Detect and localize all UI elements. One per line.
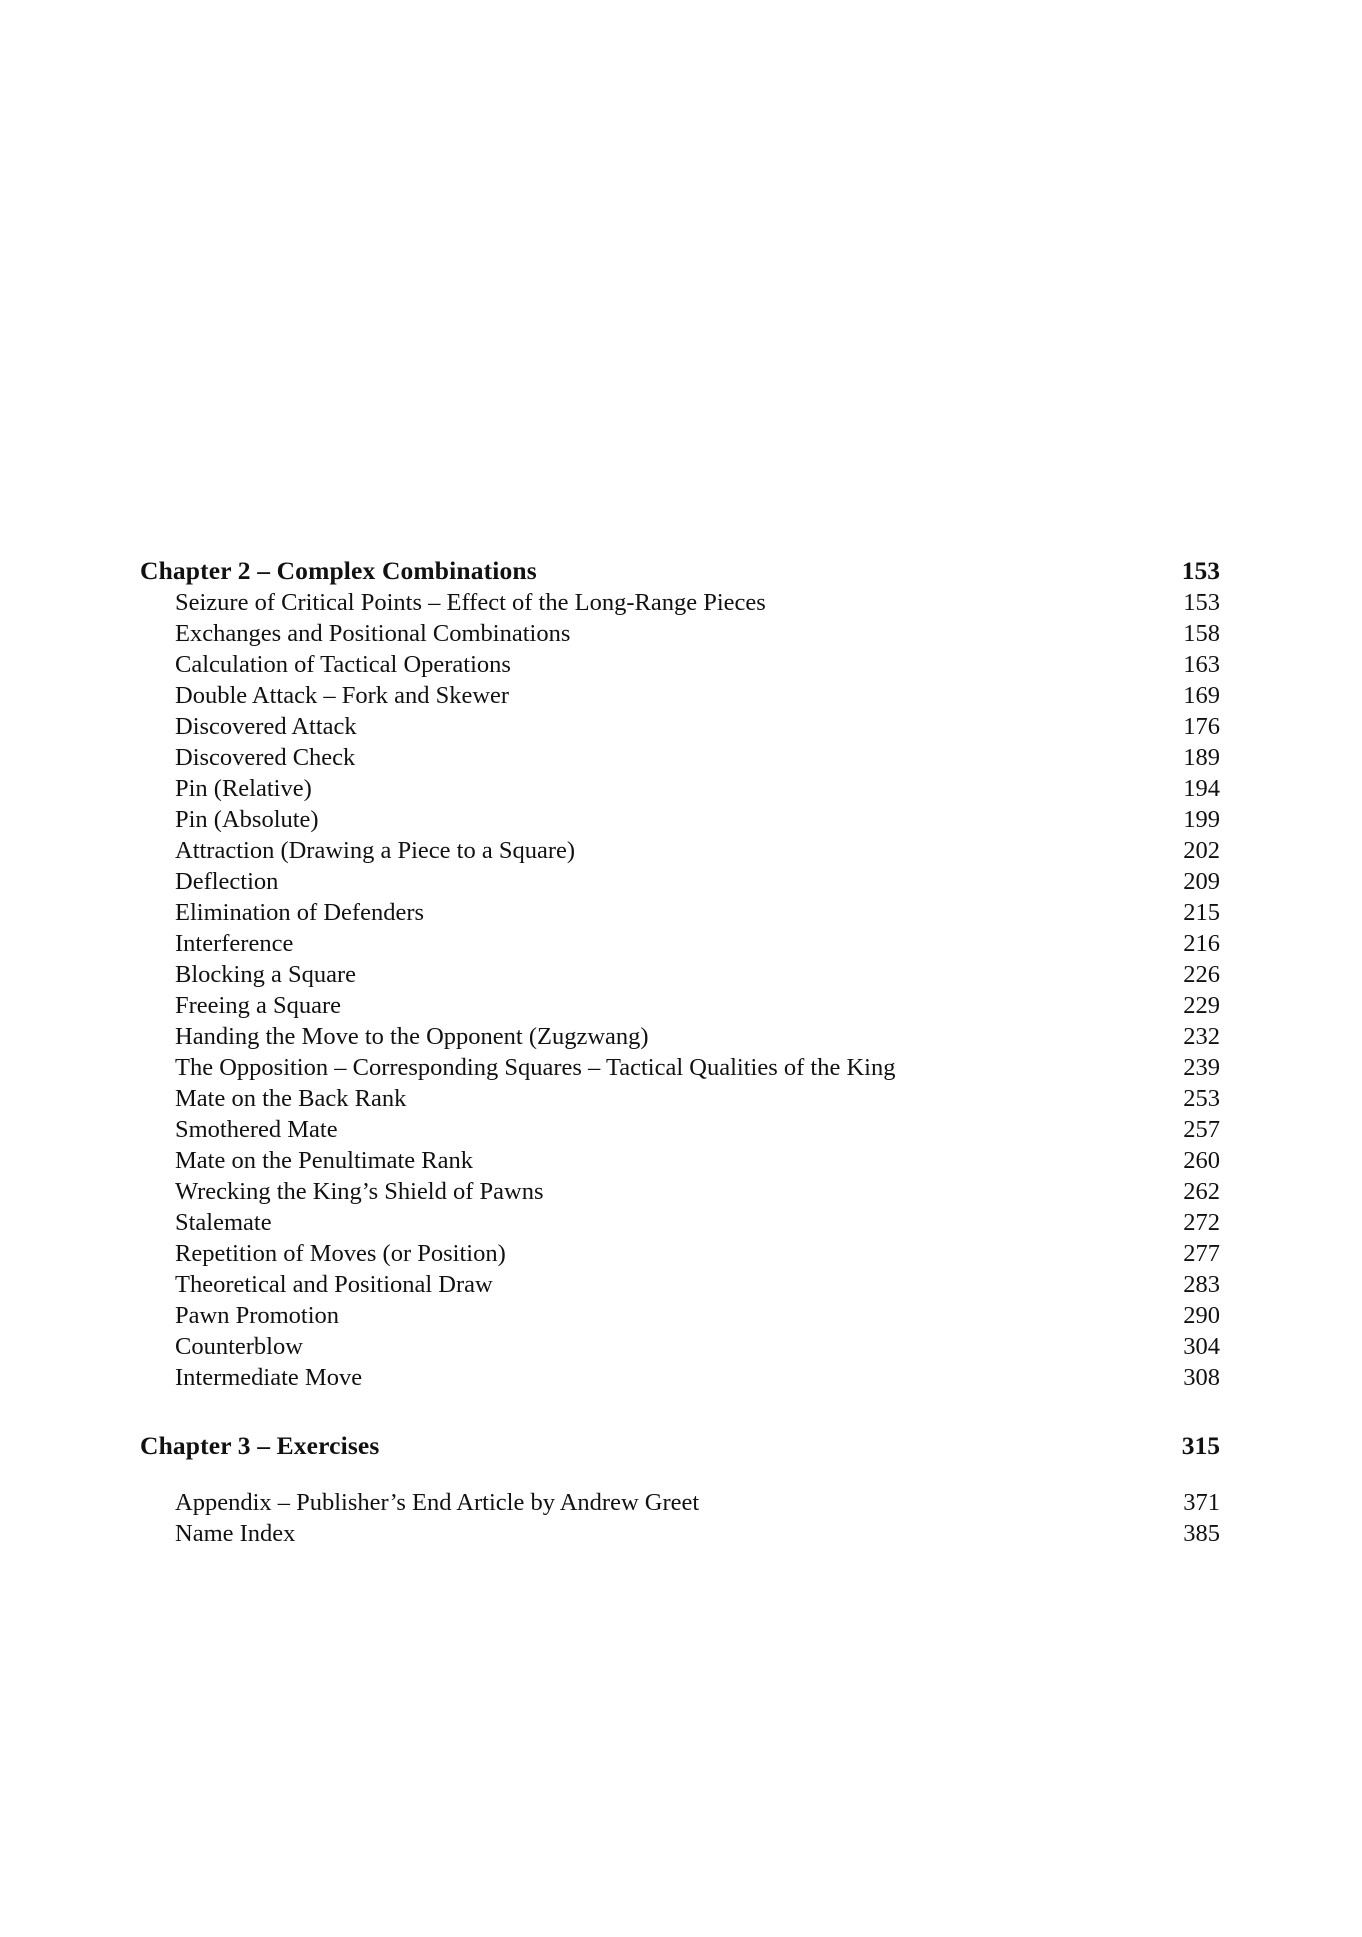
toc-entry-label: Smothered Mate: [175, 1115, 338, 1143]
toc-entry[interactable]: [140, 929, 1220, 957]
toc-entry-label: The Opposition – Corresponding Squares – Tactical Qualities of the King: [175, 1053, 896, 1081]
toc-entry-label: Intermediate Move: [175, 1363, 363, 1391]
toc-entry[interactable]: [140, 960, 1220, 988]
toc-entry-page: 163: [1183, 650, 1220, 678]
toc-entry-page: 226: [1183, 960, 1220, 988]
toc-entry-label: Deflection: [175, 867, 279, 895]
toc-entry[interactable]: [140, 1022, 1220, 1050]
toc-entry-page: 158: [1183, 619, 1220, 647]
toc-entry[interactable]: [140, 1053, 1220, 1081]
toc-entry-page: 216: [1183, 929, 1220, 957]
toc-entry-label: Discovered Attack: [175, 712, 357, 740]
toc-entry[interactable]: [140, 1301, 1220, 1329]
toc-entry-page: 232: [1183, 1022, 1220, 1050]
toc-entry-label: Mate on the Back Rank: [175, 1084, 407, 1112]
section-spacer: [140, 1397, 1220, 1433]
toc-entry-page: 169: [1183, 681, 1220, 709]
toc-entry[interactable]: [140, 619, 1220, 647]
toc-entry-label: Wrecking the King’s Shield of Pawns: [175, 1177, 544, 1205]
toc-entry[interactable]: [140, 805, 1220, 833]
toc-entry-label: Theoretical and Positional Draw: [175, 1270, 493, 1298]
toc-chapter-title: Chapter 3 – Exercises: [140, 1430, 380, 1460]
table-of-contents: [140, 558, 1220, 1553]
toc-entry[interactable]: [140, 1177, 1220, 1205]
toc-entry-label: Pin (Absolute): [175, 805, 319, 833]
toc-entry[interactable]: [140, 1491, 1220, 1516]
toc-entry[interactable]: [140, 1208, 1220, 1236]
toc-entry-label: Name Index: [175, 1520, 296, 1547]
toc-entry-page: 260: [1183, 1146, 1220, 1174]
toc-entry-label: Double Attack – Fork and Skewer: [175, 681, 510, 709]
toc-entry-page: 257: [1183, 1115, 1220, 1143]
toc-entry-page: 277: [1183, 1239, 1220, 1267]
toc-chapter-page: 315: [1181, 1430, 1220, 1460]
toc-chapter-title: Chapter 2 – Complex Combinations: [140, 556, 537, 585]
toc-entry-label: Mate on the Penultimate Rank: [175, 1146, 474, 1174]
toc-entry-page: 253: [1183, 1084, 1220, 1112]
toc-entry[interactable]: [140, 1084, 1220, 1112]
toc-entry-page: 189: [1183, 743, 1220, 771]
toc-entry-label: Pin (Relative): [175, 774, 312, 802]
toc-entry-label: Interference: [175, 929, 294, 957]
toc-entry-label: Elimination of Defenders: [175, 898, 425, 926]
toc-entry-page: 308: [1183, 1363, 1220, 1391]
toc-entry-page: 385: [1183, 1520, 1220, 1547]
toc-entry-label: Discovered Check: [175, 743, 356, 771]
toc-entry-label: Repetition of Moves (or Position): [175, 1239, 506, 1267]
toc-entry-page: 215: [1183, 898, 1220, 926]
toc-entry[interactable]: [140, 1332, 1220, 1360]
toc-entry-page: 290: [1183, 1301, 1220, 1329]
section-spacer: [140, 1465, 1220, 1491]
toc-entry[interactable]: [140, 1239, 1220, 1267]
toc-chapter-heading[interactable]: [140, 1430, 1220, 1460]
toc-entry[interactable]: [140, 1115, 1220, 1143]
toc-entry-label: Stalemate: [175, 1208, 272, 1236]
toc-entry-label: Calculation of Tactical Operations: [175, 650, 511, 678]
toc-entry-page: 199: [1183, 805, 1220, 833]
toc-entry-page: 371: [1183, 1489, 1220, 1516]
toc-entry-page: 194: [1183, 774, 1220, 802]
toc-entry[interactable]: [140, 774, 1220, 802]
toc-entry[interactable]: [140, 867, 1220, 895]
toc-entry[interactable]: [140, 743, 1220, 771]
toc-entry[interactable]: [140, 898, 1220, 926]
toc-entry[interactable]: [140, 588, 1220, 616]
toc-entry-page: 202: [1183, 836, 1220, 864]
toc-entry-label: Blocking a Square: [175, 960, 356, 988]
toc-entry-page: 262: [1183, 1177, 1220, 1205]
toc-entry-label: Seizure of Critical Points – Effect of the Long-Range Pieces: [175, 588, 766, 616]
toc-entry-page: 229: [1183, 991, 1220, 1019]
toc-entry[interactable]: [140, 712, 1220, 740]
toc-entry-page: 209: [1183, 867, 1220, 895]
toc-entry[interactable]: [140, 1146, 1220, 1174]
toc-entry[interactable]: [140, 681, 1220, 709]
toc-entry[interactable]: [140, 1363, 1220, 1391]
toc-entry[interactable]: [140, 991, 1220, 1019]
toc-entry[interactable]: [140, 836, 1220, 864]
toc-entry-label: Appendix – Publisher’s End Article by Andrew Greet: [175, 1489, 700, 1516]
toc-entry[interactable]: [140, 650, 1220, 678]
toc-chapter-heading[interactable]: [140, 558, 1220, 584]
toc-entry-page: 153: [1183, 588, 1220, 616]
toc-entry-label: Pawn Promotion: [175, 1301, 340, 1329]
toc-entry-page: 304: [1183, 1332, 1220, 1360]
toc-entry-label: Freeing a Square: [175, 991, 341, 1019]
toc-entry-page: 239: [1183, 1053, 1220, 1081]
toc-entry-page: 176: [1183, 712, 1220, 740]
toc-entry-label: Exchanges and Positional Combinations: [175, 619, 571, 647]
toc-chapter-page: 153: [1181, 556, 1220, 585]
toc-entry-label: Handing the Move to the Opponent (Zugzwang): [175, 1022, 649, 1050]
toc-entry-page: 283: [1183, 1270, 1220, 1298]
toc-entry[interactable]: [140, 1522, 1220, 1547]
toc-entry[interactable]: [140, 1270, 1220, 1298]
toc-entry-page: 272: [1183, 1208, 1220, 1236]
toc-entry-label: Counterblow: [175, 1332, 303, 1360]
toc-entry-label: Attraction (Drawing a Piece to a Square): [175, 836, 576, 864]
